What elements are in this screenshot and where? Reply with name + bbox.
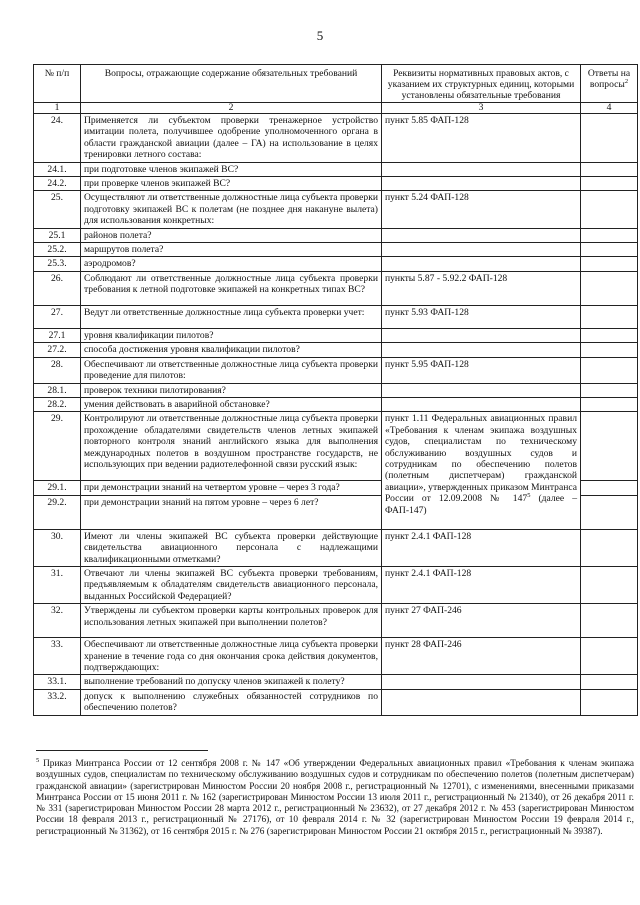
- row-question: проверок техники пилотирования?: [81, 383, 382, 397]
- table-row: [34, 271, 638, 305]
- header-answer: [581, 65, 638, 103]
- answer-cell[interactable]: [581, 305, 638, 328]
- row-reference: [382, 257, 581, 271]
- table-row: [34, 343, 638, 357]
- row-number: 27.2.: [34, 343, 81, 357]
- answer-cell[interactable]: [581, 529, 638, 566]
- row-question: Применяется ли субъектом проверки тренажерное устройство имитации полета, получившее одобрение уполномоченного органа в области гражданской авиации (далее – ГА) на использование в целях тренировки летного состава:: [81, 114, 382, 163]
- table-row: [34, 243, 638, 257]
- answer-cell[interactable]: [581, 383, 638, 397]
- row-number: 24.1.: [34, 162, 81, 176]
- row-reference: [382, 397, 581, 411]
- requirements-table: [33, 64, 638, 716]
- row-reference: пункт 5.93 ФАП-128: [382, 305, 581, 328]
- footnote: [36, 756, 634, 838]
- column-number-row: [34, 103, 638, 114]
- row-number: 27.: [34, 305, 81, 328]
- row-number: 32.: [34, 604, 81, 638]
- row-number: 28.2.: [34, 397, 81, 411]
- answer-cell[interactable]: [581, 191, 638, 228]
- row-number: 26.: [34, 271, 81, 305]
- table-row: [34, 257, 638, 271]
- answer-cell[interactable]: [581, 257, 638, 271]
- answer-cell[interactable]: [581, 357, 638, 383]
- row-question: Контролируют ли ответственные должностные лица субъекта проверки прохождение обладателями свидетельств членов летных экипажей повторного контроля знаний английского языка для выполнения международных полетов в воздушном пространстве государств, не использующих при ведении радиотелефонной связи русский язык:: [81, 412, 382, 481]
- row-number: 33.: [34, 638, 81, 675]
- row-number: 29.: [34, 412, 81, 481]
- row-question: Обеспечивают ли ответственные должностные лица субъекта проверки хранение в течение года со дня окончания срока действия документов, подтверждающих:: [81, 638, 382, 675]
- row-question: Утверждены ли субъектом проверки карты контрольных проверок для использования летных экипажей при выполнении полетов?: [81, 604, 382, 638]
- table-row: [34, 397, 638, 411]
- answer-cell[interactable]: [581, 638, 638, 675]
- row-number: 27.1: [34, 328, 81, 342]
- row-question: Обеспечивают ли ответственные должностные лица субъекта проверки проведение для пилотов:: [81, 357, 382, 383]
- row-number: 28.1.: [34, 383, 81, 397]
- row-number: 25.1: [34, 228, 81, 242]
- footnote-mark: 5: [36, 756, 40, 764]
- table-row: [34, 305, 638, 328]
- answer-cell[interactable]: [581, 481, 638, 495]
- table-row: [34, 604, 638, 638]
- answer-cell[interactable]: [581, 177, 638, 191]
- row-question: районов полета?: [81, 228, 382, 242]
- row-number: 29.1.: [34, 481, 81, 495]
- header-answer-footnote-mark: 2: [624, 77, 629, 85]
- table-row: [34, 566, 638, 603]
- row-reference: [382, 243, 581, 257]
- answer-cell[interactable]: [581, 271, 638, 305]
- row-question: при демонстрации знаний на четвертом уровне – через 3 года?: [81, 481, 382, 495]
- ref-text-suffix: (далее – ФАП-147): [385, 493, 577, 516]
- answer-cell[interactable]: [581, 228, 638, 242]
- row-reference: [382, 228, 581, 242]
- row-reference: [382, 675, 581, 689]
- table-row: [34, 162, 638, 176]
- row-number: 24.2.: [34, 177, 81, 191]
- ref-text: пункт 1.11 Федеральных авиационных правил «Требования к членам экипажа воздушных судов, специалистам по техническому обслуживанию воздушных судов и сотрудникам по обеспечению полетов (полетным диспетчерам) гражданской авиации», утвержденных приказом Минтранса России от 12.09.2008 № 147: [385, 413, 577, 505]
- row-reference: [382, 177, 581, 191]
- row-question: уровня квалификации пилотов?: [81, 328, 382, 342]
- answer-cell[interactable]: [581, 412, 638, 481]
- row-reference: пункт 5.95 ФАП-128: [382, 357, 581, 383]
- row-question: при подготовке членов экипажей ВС?: [81, 162, 382, 176]
- row-question: допуск к выполнению служебных обязанностей сотрудников по обеспечению полетов?: [81, 689, 382, 715]
- table-row: [34, 357, 638, 383]
- ref-footnote-mark: 5: [527, 491, 531, 499]
- row-question: способа достижения уровня квалификации пилотов?: [81, 343, 382, 357]
- table-row: [34, 689, 638, 715]
- row-reference: [382, 162, 581, 176]
- footnote-text: Приказ Минтранса России от 12 сентября 2008 г. № 147 «Об утверждении Федеральных авиационных правил «Требования к членам экипажа воздушных судов, специалистам по техническому обслуживанию воздушных судов и сотрудникам по обеспечению полетов (полетным диспетчерам) гражданской авиации» (зарегистрирован Минюстом России 20 ноября 2008 г., регистрационный № 12701), с изменениями, внесенными приказами Минтранса России от 15 июня 2011 г. № 162 (зарегистрирован Минюстом России 13 июля 2011 г., регистрационный № 21340), от 26 декабря 2011 г. № 331 (зарегистрирован Минюстом России 28 марта 2012 г., регистрационный № 23632), от 27 декабря 2012 г. № 453 (зарегистрирован Минюстом России 18 февраля 2013 г., регистрационный № 27176), от 10 февраля 2014 г. № 32 (зарегистрирован Минюстом России 19 февраля 2014 г., регистрационный № 31362), от 16 сентября 2015 г. № 276 (зарегистрирован Минюстом России 21 октября 2015 г., регистрационный № 39387).: [36, 759, 634, 837]
- table-row: [34, 412, 638, 481]
- row-reference: пункты 5.87 - 5.92.2 ФАП-128: [382, 271, 581, 305]
- header-question: Вопросы, отражающие содержание обязательных требований: [81, 65, 382, 103]
- answer-cell[interactable]: [581, 114, 638, 163]
- row-question: Имеют ли члены экипажей ВС субъекта проверки действующие свидетельства авиационного персонала с надлежащими квалификационными отметками?: [81, 529, 382, 566]
- row-number: 25.2.: [34, 243, 81, 257]
- answer-cell[interactable]: [581, 689, 638, 715]
- answer-cell[interactable]: [581, 328, 638, 342]
- row-reference: пункт 5.85 ФАП-128: [382, 114, 581, 163]
- answer-cell[interactable]: [581, 397, 638, 411]
- row-reference: пункт 27 ФАП-246: [382, 604, 581, 638]
- row-question: при демонстрации знаний на пятом уровне – через 6 лет?: [81, 495, 382, 529]
- column-number: 2: [81, 103, 382, 114]
- row-question: Осуществляют ли ответственные должностные лица субъекта проверки подготовку экипажей ВС к полетам (не позднее дня накануне вылета) для использования конкретных:: [81, 191, 382, 228]
- table-row: [34, 638, 638, 675]
- row-number: 33.2.: [34, 689, 81, 715]
- answer-cell[interactable]: [581, 343, 638, 357]
- column-number: 3: [382, 103, 581, 114]
- row-reference: [382, 328, 581, 342]
- header-ref: Реквизиты нормативных правовых актов, с указанием их структурных единиц, которыми установлены обязательные требования: [382, 65, 581, 103]
- table-row: [34, 529, 638, 566]
- table-row: [34, 177, 638, 191]
- answer-cell[interactable]: [581, 675, 638, 689]
- answer-cell[interactable]: [581, 243, 638, 257]
- row-reference: [382, 689, 581, 715]
- column-number: 4: [581, 103, 638, 114]
- page-number: 5: [316, 28, 324, 43]
- footnote-separator: [36, 750, 208, 751]
- row-reference: пункт 2.4.1 ФАП-128: [382, 529, 581, 566]
- row-number: 24.: [34, 114, 81, 163]
- column-number: 1: [34, 103, 81, 114]
- row-number: 31.: [34, 566, 81, 603]
- row-number: 28.: [34, 357, 81, 383]
- row-question: Ведут ли ответственные должностные лица субъекта проверки учет:: [81, 305, 382, 328]
- table-row: [34, 228, 638, 242]
- row-question: умения действовать в аварийной обстановке?: [81, 397, 382, 411]
- answer-cell[interactable]: [581, 162, 638, 176]
- header-num: № п/п: [34, 65, 81, 103]
- row-number: 29.2.: [34, 495, 81, 529]
- row-question: аэродромов?: [81, 257, 382, 271]
- table-header-row: [34, 65, 638, 103]
- row-reference: пункт 2.4.1 ФАП-128: [382, 566, 581, 603]
- table-row: [34, 383, 638, 397]
- row-reference: пункт 5.24 ФАП-128: [382, 191, 581, 228]
- row-question: Соблюдают ли ответственные должностные лица субъекта проверки требования к летной подготовке экипажей на конкретных типах ВС?: [81, 271, 382, 305]
- row-number: 30.: [34, 529, 81, 566]
- answer-cell[interactable]: [581, 566, 638, 603]
- row-reference: пункт 28 ФАП-246: [382, 638, 581, 675]
- table-row: [34, 114, 638, 163]
- row-reference-fap147: [382, 412, 581, 529]
- table-row: [34, 191, 638, 228]
- row-question: выполнение требований по допуску членов экипажей к полету?: [81, 675, 382, 689]
- row-reference: [382, 343, 581, 357]
- row-number: 25.3.: [34, 257, 81, 271]
- answer-cell[interactable]: [581, 495, 638, 529]
- row-question: маршрутов полета?: [81, 243, 382, 257]
- answer-cell[interactable]: [581, 604, 638, 638]
- header-answer-text: Ответы на вопросы: [587, 68, 631, 90]
- row-question: Отвечают ли члены экипажей ВС субъекта проверки требованиям, предъявляемым к обладателям свидетельств авиационного персонала, выданных Российской Федерацией?: [81, 566, 382, 603]
- row-number: 33.1.: [34, 675, 81, 689]
- table-row: [34, 675, 638, 689]
- row-number: 25.: [34, 191, 81, 228]
- row-question: при проверке членов экипажей ВС?: [81, 177, 382, 191]
- row-reference: [382, 383, 581, 397]
- table-row: [34, 328, 638, 342]
